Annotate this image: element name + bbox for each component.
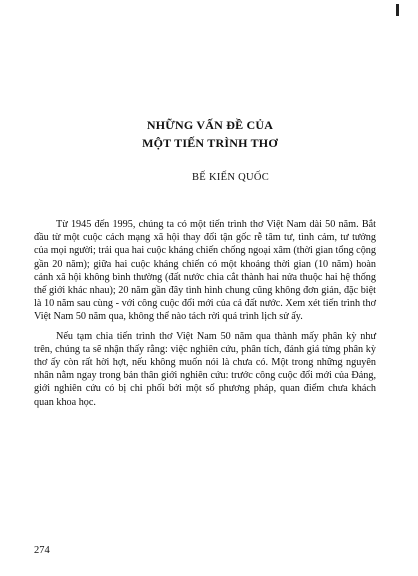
article-title	[90, 116, 330, 152]
article-title-line-1: NHỮNG VẤN ĐỀ CỦA	[146, 118, 274, 132]
article-title-line-2: MỘT TIẾN TRÌNH THƠ	[142, 136, 278, 150]
body-paragraph-2: Nếu tạm chia tiến trình thơ Việt Nam 50 năm qua thành mấy phân kỳ như trên, chúng ta sẽ nhận thấy rằng: việc nghiên cứu, phân tích, đánh giá từng phân kỳ thơ ấy còn rất hời hợt, nếu không muốn nói là chưa có. Một trong những nguyên nhân nằm ngay trong bản thân giới nghiên cứu: trước công cuộc đổi mới của Đảng, giới nghiên cứu có bị chi phối bởi một số phương pháp, quan điểm chưa khách quan khoa học.	[34, 330, 376, 408]
scan-edge-mark	[396, 4, 399, 16]
article-author: BẾ KIẾN QUỐC	[192, 172, 270, 183]
article-body	[34, 218, 376, 409]
page-number: 274	[34, 545, 50, 556]
body-paragraph-1: Từ 1945 đến 1995, chúng ta có một tiến trình thơ Việt Nam dài 50 năm. Bắt đầu từ một cuộc cách mạng xã hội thay đổi tận gốc rễ tâm tư, tình cảm, tư tưởng của mọi người; trải qua hai cuộc kháng chiến chống ngoại xâm (thời gian tổng cộng gần 20 năm); giữa hai cuộc kháng chiến có một khoảng thời gian (10 năm) hoàn cảnh xã hội không bình thường (đất nước chia cắt thành hai nửa thuộc hai hệ thống thế giới khác nhau); 20 năm gần đây tình hình chung cũng không đơn giản, đặc biệt là 10 năm sau cùng - với công cuộc đổi mới của cả đất nước. Xem xét tiến trình thơ Việt Nam 50 năm qua, không thể nào tách rời quá trình lịch sử ấy.	[34, 219, 376, 323]
